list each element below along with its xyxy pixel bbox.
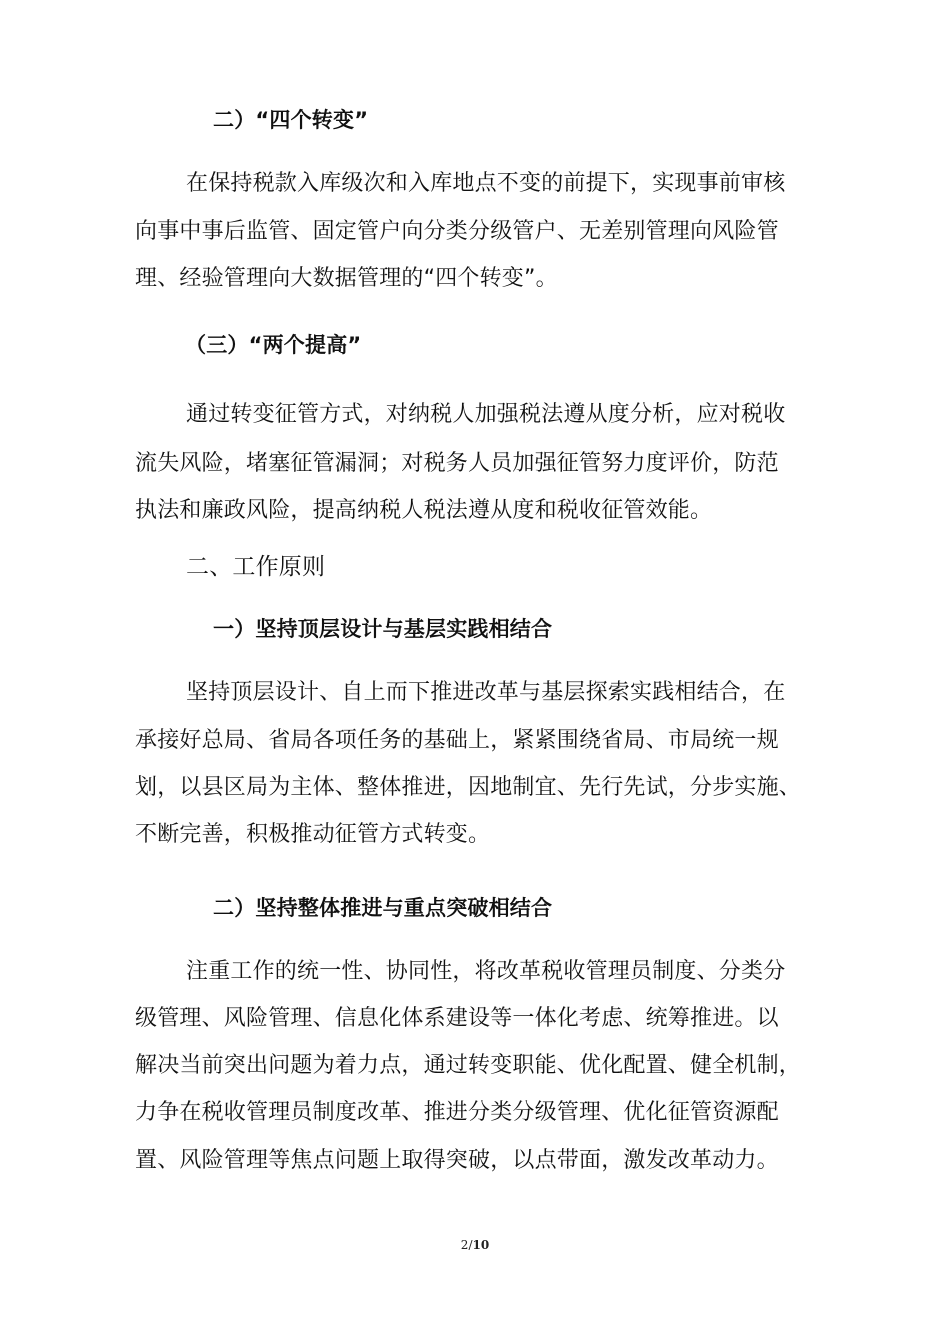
paragraph-line: 级管理、风险管理、信息化体系建设等一体化考虑、统筹推进。以 (135, 1006, 779, 1031)
subsection-heading-two-improvements: （三）“两个提高” (185, 333, 362, 357)
paragraph-line: 坚持顶层设计、自上而下推进改革与基层探索实践相结合，在 (186, 680, 786, 705)
paragraph-line: 通过转变征管方式，对纳税人加强税法遵从度分析，应对税收 (186, 402, 786, 427)
page-number-total: 10 (472, 1238, 490, 1252)
paragraph-line: 流失风险，堵塞征管漏洞；对税务人员加强征管努力度评价，防范 (135, 451, 779, 476)
paragraph-line: 解决当前突出问题为着力点，通过转变职能、优化配置、健全机制， (135, 1053, 802, 1078)
principle-heading-overall-advance: 二）坚持整体推进与重点突破相结合 (213, 896, 553, 920)
paragraph-line: 执法和廉政风险，提高纳税人税法遵从度和税收征管效能。 (135, 498, 713, 523)
paragraph-line: 向事中事后监管、固定管户向分类分级管户、无差别管理向风险管 (135, 219, 779, 244)
principle-heading-top-level-design: 一）坚持顶层设计与基层实践相结合 (213, 617, 553, 641)
page-number-separator: / (468, 1238, 473, 1252)
page-number (0, 1237, 950, 1253)
paragraph-line: 不断完善，积极推动征管方式转变。 (135, 822, 491, 847)
paragraph-line: 在保持税款入库级次和入库地点不变的前提下，实现事前审核 (186, 171, 786, 196)
subsection-heading-four-changes: 二）“四个转变” (213, 108, 369, 132)
paragraph-line: 承接好总局、省局各项任务的基础上，紧紧围绕省局、市局统一规 (135, 728, 779, 753)
paragraph-line: 理、经验管理向大数据管理的“四个转变”。 (135, 266, 558, 291)
paragraph-line: 注重工作的统一性、协同性，将改革税收管理员制度、分类分 (186, 959, 786, 984)
section-title-principles: 二、工作原则 (186, 554, 326, 580)
paragraph-line: 置、风险管理等焦点问题上取得突破，以点带面，激发改革动力。 (135, 1148, 779, 1173)
paragraph-line: 划，以县区局为主体、整体推进，因地制宜、先行先试，分步实施、 (135, 775, 802, 800)
paragraph-line: 力争在税收管理员制度改革、推进分类分级管理、优化征管资源配 (135, 1100, 779, 1125)
page-number-current: 2 (460, 1238, 469, 1252)
